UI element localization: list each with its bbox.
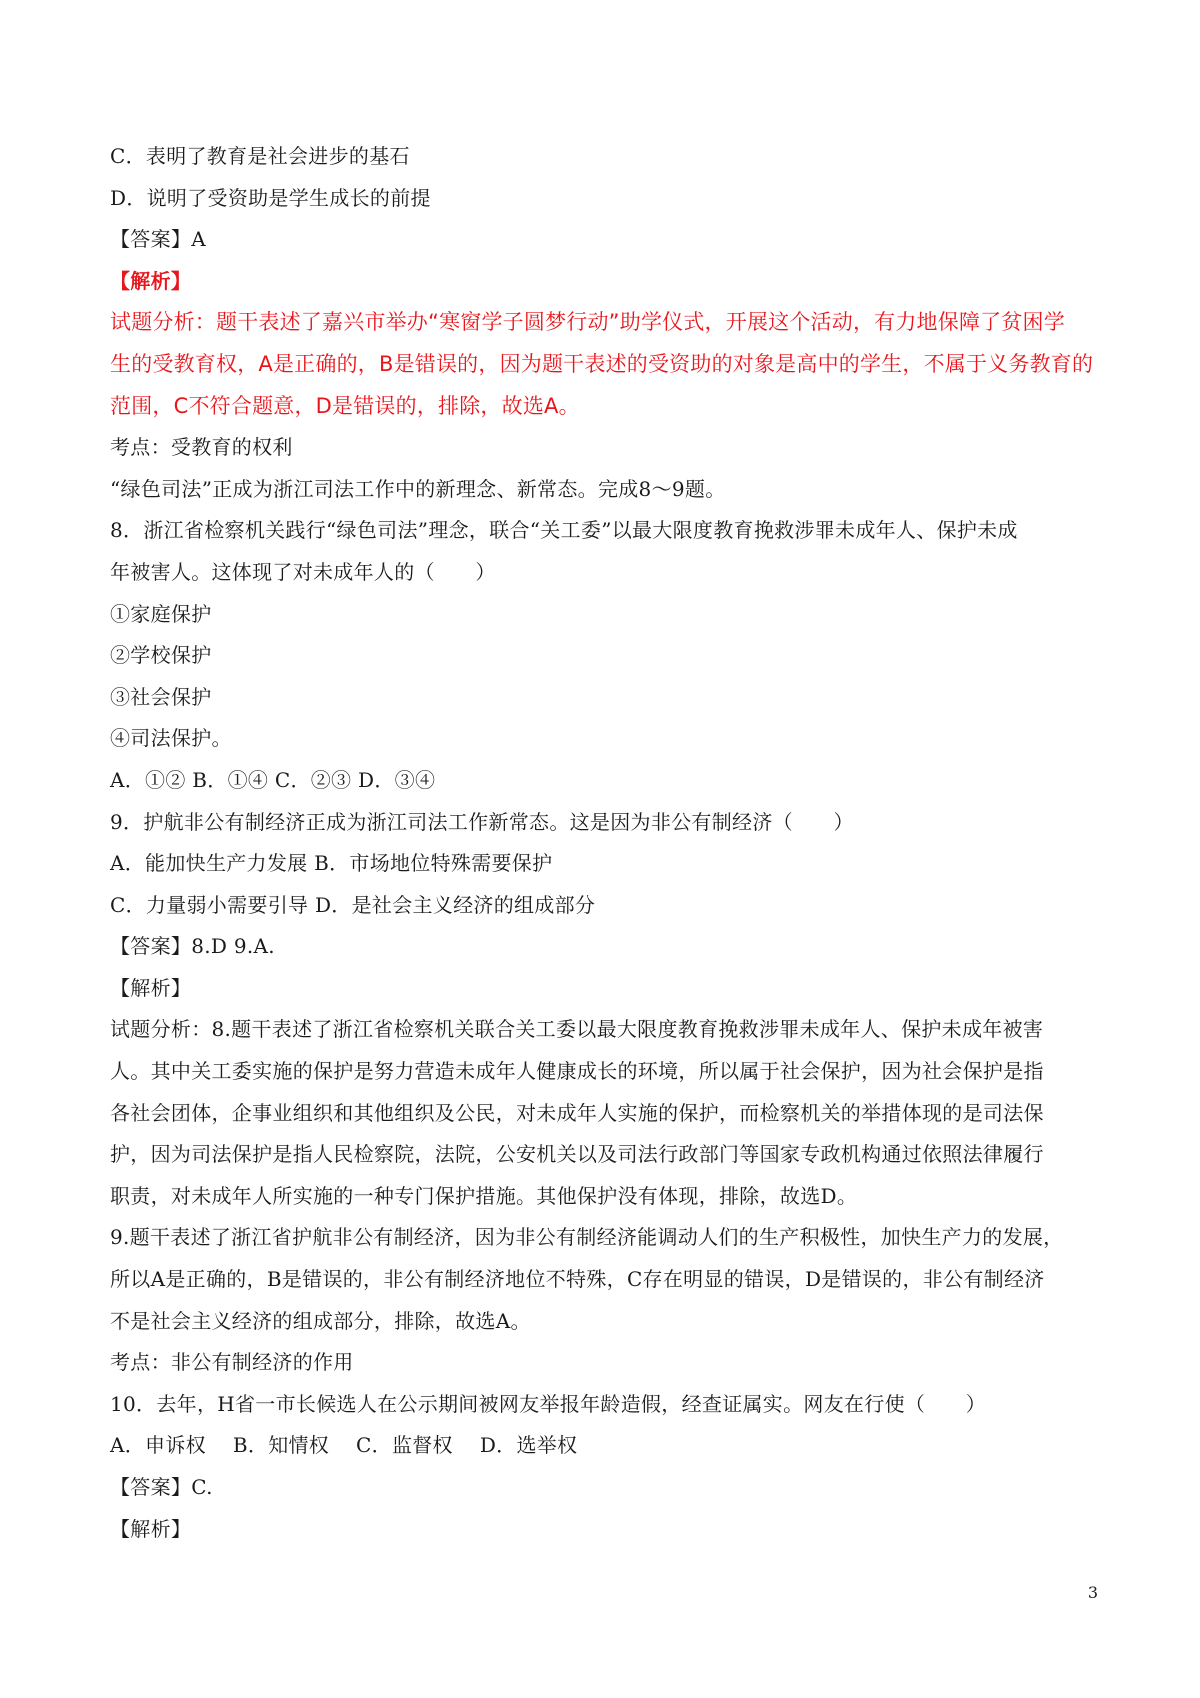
text-line: D．说明了受资助是学生成长的前提	[110, 185, 431, 210]
topic-line: 考点：受教育的权利	[110, 435, 293, 460]
analysis-text-line: 生的受教育权，A是正确的，B是错误的，因为题干表述的受资助的对象是高中的学生，不属于义务教育的	[110, 351, 1094, 376]
analysis-text-line: 9.题干表述了浙江省护航非公有制经济，因为非公有制经济能调动人们的生产积极性，加快生产力的发展，	[110, 1225, 1064, 1250]
document-body	[110, 136, 1110, 1550]
answer-line: 【答案】C.	[110, 1475, 213, 1499]
question-line: 9．护航非公有制经济正成为浙江司法工作新常态。这是因为非公有制经济（ ）	[110, 809, 854, 834]
topic-line: 考点：非公有制经济的作用	[110, 1350, 354, 1375]
text-line: C．表明了教育是社会进步的基石	[110, 144, 410, 168]
option-line: ③社会保护	[110, 684, 212, 709]
analysis-heading: 【解析】	[110, 268, 192, 293]
question-line: 年被害人。这体现了对未成年人的（ ）	[110, 559, 496, 584]
analysis-text-line: 人。其中关工委实施的保护是努力营造未成年人健康成长的环境，所以属于社会保护，因为社会保护是指	[110, 1059, 1044, 1084]
analysis-heading: 【解析】	[110, 1516, 192, 1541]
answer-line: 【答案】A	[110, 227, 206, 252]
text-line: “绿色司法”正成为浙江司法工作中的新理念、新常态。完成8～9题。	[110, 476, 726, 501]
analysis-heading: 【解析】	[110, 975, 192, 1000]
option-line: A．①② B．①④ C．②③ D．③④	[110, 767, 436, 792]
analysis-text-line: 范围，C不符合题意，D是错误的，排除，故选A。	[110, 393, 580, 418]
option-line: ④司法保护。	[110, 726, 232, 751]
page-number: 3	[1087, 1583, 1098, 1602]
analysis-text-line: 试题分析：8.题干表述了浙江省检察机关联合关工委以最大限度教育挽救涉罪未成年人、保护未成年被害	[110, 1017, 1044, 1042]
option-line: A．能加快生产力发展 B．市场地位特殊需要保护	[110, 851, 553, 876]
option-line: ②学校保护	[110, 643, 212, 668]
analysis-text-line: 各社会团体，企事业组织和其他组织及公民，对未成年人实施的保护，而检察机关的举措体现的是司法保	[110, 1100, 1044, 1125]
option-line: A．申诉权 B．知情权 C．监督权 D．选举权	[110, 1433, 578, 1458]
analysis-text-line: 不是社会主义经济的组成部分，排除，故选A。	[110, 1308, 531, 1333]
analysis-text-line: 所以A是正确的，B是错误的，非公有制经济地位不特殊，C存在明显的错误，D是错误的，非公有制经济	[110, 1267, 1045, 1292]
option-line: C．力量弱小需要引导 D．是社会主义经济的组成部分	[110, 892, 596, 917]
analysis-text-line: 试题分析：题干表述了嘉兴市举办“寒窗学子圆梦行动”助学仪式，开展这个活动，有力地保障了贫困学	[110, 310, 1065, 335]
analysis-text-line: 职责，对未成年人所实施的一种专门保护措施。其他保护没有体现，排除，故选D。	[110, 1183, 858, 1208]
answer-line: 【答案】8.D 9.A.	[110, 934, 275, 959]
analysis-text-line: 护，因为司法保护是指人民检察院，法院，公安机关以及司法行政部门等国家专政机构通过依照法律履行	[110, 1142, 1044, 1167]
question-line: 10．去年，H省一市长候选人在公示期间被网友举报年龄造假，经查证属实。网友在行使（ ）	[110, 1391, 987, 1416]
question-line: 8．浙江省检察机关践行“绿色司法”理念，联合“关工委”以最大限度教育挽救涉罪未成年人、保护未成	[110, 518, 1018, 543]
option-line: ①家庭保护	[110, 601, 212, 626]
